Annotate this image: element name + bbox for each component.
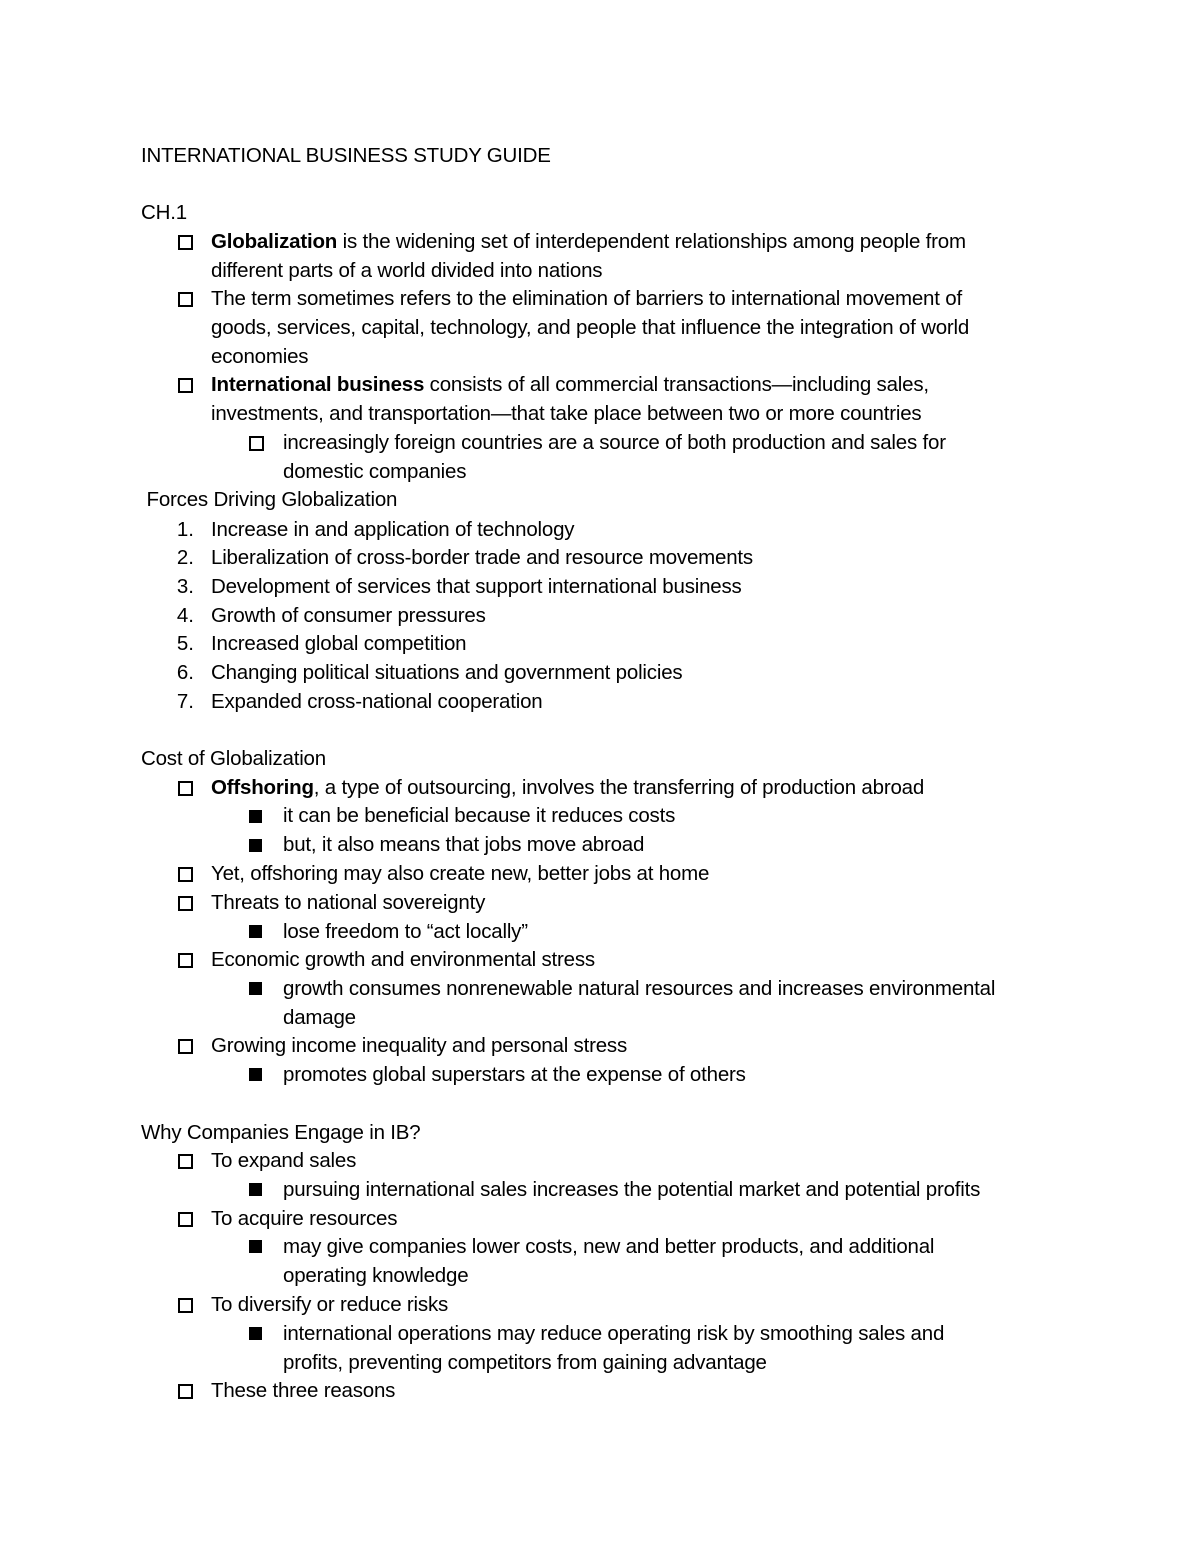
section-heading-cost: Cost of Globalization xyxy=(141,747,326,770)
sub-list-item: increasingly foreign countries are a source of both production and sales for xyxy=(283,431,946,454)
numbered-item: Expanded cross-national cooperation xyxy=(211,690,543,713)
list-item-text: consists of all commercial transactions—including sales, xyxy=(424,373,929,396)
hollow-square-bullet-icon xyxy=(249,436,264,451)
list-item: Yet, offshoring may also create new, better jobs at home xyxy=(211,862,710,885)
hollow-square-bullet-icon xyxy=(178,781,193,796)
list-item: Economic growth and environmental stress xyxy=(211,948,595,971)
sub-list-item: promotes global superstars at the expense of others xyxy=(283,1063,746,1086)
list-item-continuation: economies xyxy=(211,345,309,368)
numbered-item: Development of services that support international business xyxy=(211,575,742,598)
numbered-item: Liberalization of cross-border trade and resource movements xyxy=(211,546,753,569)
term-offshoring: Offshoring xyxy=(211,776,314,799)
list-item xyxy=(211,371,929,400)
term-international-business: International business xyxy=(211,373,425,396)
filled-square-bullet-icon xyxy=(249,1327,262,1340)
section-heading-forces: Forces Driving Globalization xyxy=(141,488,398,511)
list-item-continuation: different parts of a world divided into nations xyxy=(211,259,603,282)
numbered-item: Growth of consumer pressures xyxy=(211,604,486,627)
list-number: 6. xyxy=(176,661,194,684)
filled-square-bullet-icon xyxy=(249,839,262,852)
list-number: 2. xyxy=(176,546,194,569)
list-number: 3. xyxy=(176,575,194,598)
list-item-continuation: investments, and transportation—that take place between two or more countries xyxy=(211,402,922,425)
list-item: Growing income inequality and personal stress xyxy=(211,1034,628,1057)
list-item xyxy=(211,774,924,803)
numbered-item: Changing political situations and government policies xyxy=(211,661,683,684)
hollow-square-bullet-icon xyxy=(178,378,193,393)
hollow-square-bullet-icon xyxy=(178,1212,193,1227)
filled-square-bullet-icon xyxy=(249,1183,262,1196)
hollow-square-bullet-icon xyxy=(178,235,193,250)
hollow-square-bullet-icon xyxy=(178,1298,193,1313)
sub-list-item: international operations may reduce operating risk by smoothing sales and xyxy=(283,1322,945,1345)
sub-list-item-continuation: domestic companies xyxy=(283,460,467,483)
list-item-text: is the widening set of interdependent relationships among people from xyxy=(337,230,966,253)
hollow-square-bullet-icon xyxy=(178,1154,193,1169)
hollow-square-bullet-icon xyxy=(178,1384,193,1399)
list-item: To diversify or reduce risks xyxy=(211,1293,449,1316)
numbered-item: Increase in and application of technology xyxy=(211,518,575,541)
sub-list-item: but, it also means that jobs move abroad xyxy=(283,833,645,856)
list-number: 7. xyxy=(176,690,194,713)
sub-list-item-continuation: operating knowledge xyxy=(283,1264,469,1287)
list-item-text: , a type of outsourcing, involves the transferring of production abroad xyxy=(313,776,925,799)
list-number: 1. xyxy=(176,518,194,541)
list-item-continuation: goods, services, capital, technology, and people that influence the integration of world xyxy=(211,316,970,339)
sub-list-item: may give companies lower costs, new and better products, and additional xyxy=(283,1235,935,1258)
hollow-square-bullet-icon xyxy=(178,896,193,911)
hollow-square-bullet-icon xyxy=(178,292,193,307)
hollow-square-bullet-icon xyxy=(178,867,193,882)
section-heading-why: Why Companies Engage in IB? xyxy=(141,1121,421,1144)
list-item: Threats to national sovereignty xyxy=(211,891,486,914)
document-title: INTERNATIONAL BUSINESS STUDY GUIDE xyxy=(141,144,551,167)
filled-square-bullet-icon xyxy=(249,1240,262,1253)
sub-list-item-continuation: profits, preventing competitors from gaining advantage xyxy=(283,1351,767,1374)
numbered-item: Increased global competition xyxy=(211,632,467,655)
sub-list-item-continuation: damage xyxy=(283,1006,356,1029)
list-item: The term sometimes refers to the elimination of barriers to international movement of xyxy=(211,287,962,310)
term-globalization: Globalization xyxy=(211,230,338,253)
list-number: 4. xyxy=(176,604,194,627)
list-number: 5. xyxy=(176,632,194,655)
hollow-square-bullet-icon xyxy=(178,1039,193,1054)
filled-square-bullet-icon xyxy=(249,810,262,823)
sub-list-item: it can be beneficial because it reduces costs xyxy=(283,804,676,827)
sub-list-item: growth consumes nonrenewable natural resources and increases environmental xyxy=(283,977,996,1000)
chapter-heading: CH.1 xyxy=(141,201,187,224)
list-item: To expand sales xyxy=(211,1149,357,1172)
sub-list-item: pursuing international sales increases the potential market and potential profits xyxy=(283,1178,981,1201)
list-item: These three reasons xyxy=(211,1379,396,1402)
filled-square-bullet-icon xyxy=(249,925,262,938)
filled-square-bullet-icon xyxy=(249,982,262,995)
hollow-square-bullet-icon xyxy=(178,953,193,968)
filled-square-bullet-icon xyxy=(249,1068,262,1081)
sub-list-item: lose freedom to “act locally” xyxy=(283,920,528,943)
list-item: To acquire resources xyxy=(211,1207,398,1230)
list-item xyxy=(211,228,966,257)
